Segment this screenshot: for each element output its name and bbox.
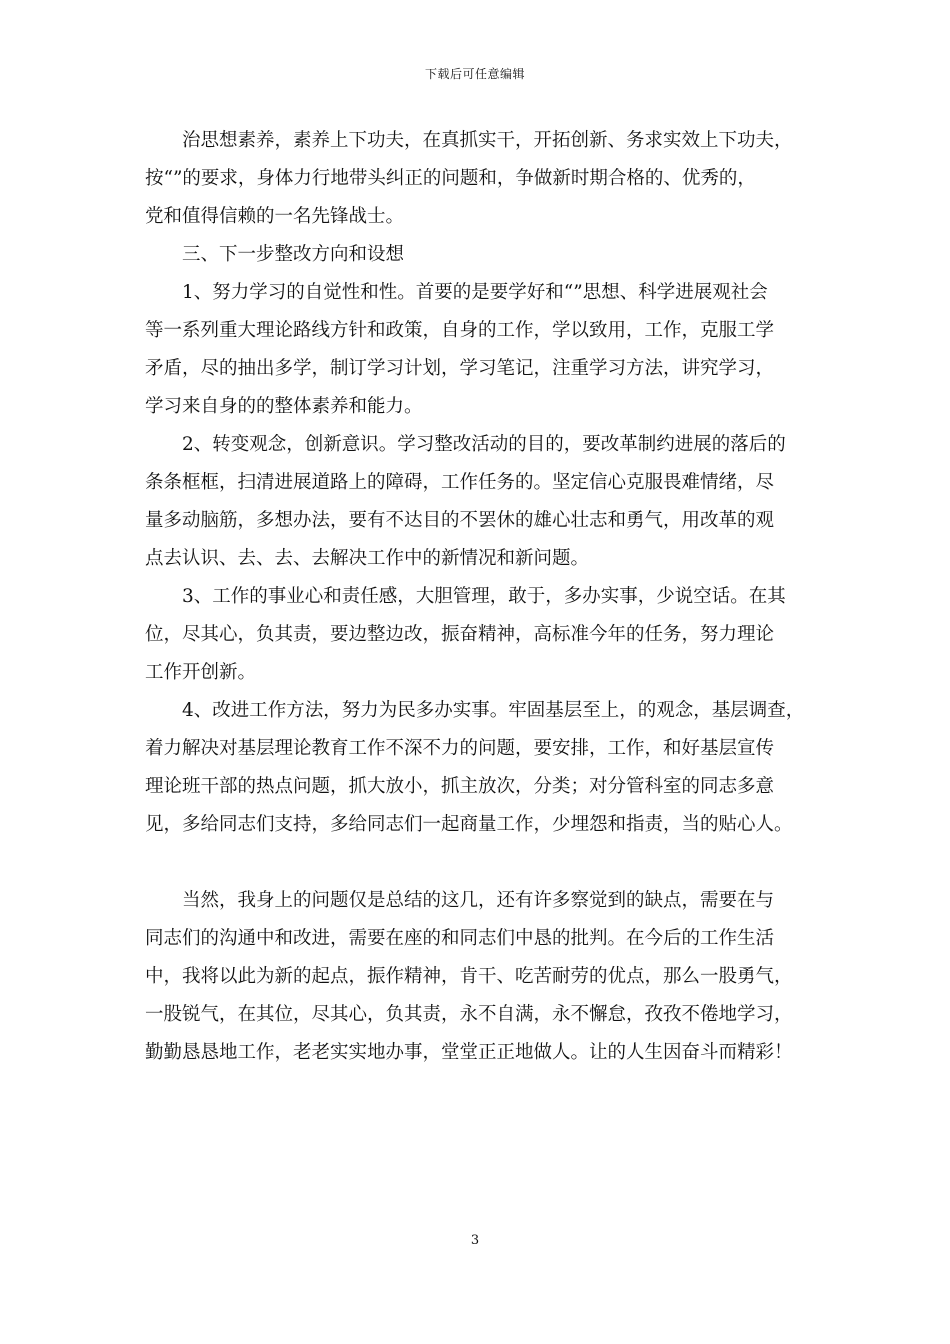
document-body <box>145 122 835 1072</box>
paragraph-line: 条条框框，扫清进展道路上的障碍，工作任务的。坚定信心克服畏难情绪，尽 <box>145 472 775 493</box>
paragraph-line: 当然，我身上的问题仅是总结的这几，还有许多察觉到的缺点，需要在与 <box>182 890 775 911</box>
paragraph-line: 党和值得信赖的一名先锋战士。 <box>145 206 405 227</box>
paragraph-line: 点去认识、去、去、去解决工作中的新情况和新问题。 <box>145 548 590 569</box>
paragraph-line: 1、努力学习的自觉性和性。首要的是要学好和“”思想、科学进展观社会 <box>182 282 768 303</box>
paragraph-line: 3、工作的事业心和责任感，大胆管理，敢于，多办实事，少说空话。在其 <box>182 586 786 607</box>
page-number: 3 <box>470 1233 480 1248</box>
paragraph-line: 按“”的要求，身体力行地带头纠正的问题和，争做新时期合格的、优秀的， <box>145 168 756 189</box>
paragraph-line: 着力解决对基层理论教育工作不深不力的问题，要安排，工作，和好基层宣传 <box>145 738 775 759</box>
paragraph-line: 2、转变观念，创新意识。学习整改活动的目的，要改革制约进展的落后的 <box>182 434 786 455</box>
page-header: 下载后可任意编辑 <box>424 67 525 81</box>
section-heading: 三、下一步整改方向和设想 <box>182 244 405 265</box>
paragraph-line: 勤勤恳恳地工作，老老实实地办事，堂堂正正地做人。让的人生因奋斗而精彩！ <box>145 1042 793 1063</box>
paragraph-line: 一股锐气，在其位，尽其心，负其责，永不自满，永不懈怠，孜孜不倦地学习， <box>145 1004 793 1025</box>
paragraph-line: 中，我将以此为新的起点，振作精神，肯干、吃苦耐劳的优点，那么一股勇气， <box>145 966 793 987</box>
paragraph-line: 矛盾，尽的抽出多学，制订学习计划，学习笔记，注重学习方法，讲究学习， <box>145 358 775 379</box>
paragraph-line: 见，多给同志们支持，多给同志们一起商量工作，少埋怨和指责，当的贴心人。 <box>145 814 793 835</box>
paragraph-line: 治思想素养，素养上下功夫，在真抓实干，开拓创新、务求实效上下功夫， <box>182 130 793 151</box>
paragraph-line: 位，尽其心，负其责，要边整边改，振奋精神，高标准今年的任务，努力理论 <box>145 624 775 645</box>
paragraph-line: 理论班干部的热点问题，抓大放小，抓主放次，分类；对分管科室的同志多意 <box>145 776 775 797</box>
paragraph-line: 量多动脑筋，多想办法，要有不达目的不罢休的雄心壮志和勇气，用改革的观 <box>145 510 775 531</box>
paragraph-line: 4、改进工作方法，努力为民多办实事。牢固基层至上，的观念，基层调查， <box>182 700 805 721</box>
paragraph-line: 等一系列重大理论路线方针和政策，自身的工作，学以致用，工作，克服工学 <box>145 320 775 341</box>
paragraph-line: 学习来自身的的整体素养和能力。 <box>145 396 423 417</box>
paragraph-spacer <box>145 844 835 882</box>
paragraph-line: 工作开创新。 <box>145 662 257 683</box>
paragraph-line: 同志们的沟通中和改进，需要在座的和同志们中恳的批判。在今后的工作生活 <box>145 928 775 949</box>
